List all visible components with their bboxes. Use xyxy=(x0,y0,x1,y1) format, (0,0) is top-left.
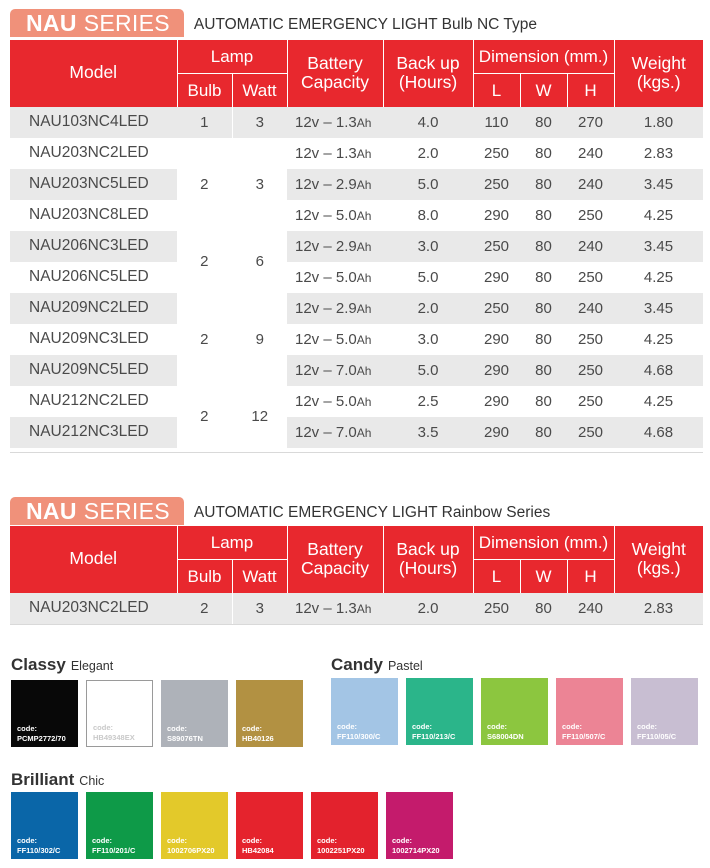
header-w: W xyxy=(520,74,567,107)
swatch-group-name: Brilliant xyxy=(11,770,75,789)
swatch-code: PCMP2772/70 xyxy=(17,733,66,743)
cell-watt: 12 xyxy=(232,386,287,448)
cell-backup: 8.0 xyxy=(383,200,473,231)
cell-battery xyxy=(287,262,383,293)
cell-weight: 3.45 xyxy=(614,231,703,262)
spec-table-1 xyxy=(10,39,703,448)
cell-backup: 2.0 xyxy=(383,593,473,624)
series-tag-rest: SERIES xyxy=(83,9,170,36)
series-subtitle: AUTOMATIC EMERGENCY LIGHT Rainbow Series xyxy=(193,504,551,521)
spec-table-2 xyxy=(10,525,703,624)
cell-model: NAU212NC2LED xyxy=(10,386,177,417)
swatch-group-classy-title xyxy=(11,655,113,675)
swatch-code: FF110/213/C xyxy=(412,731,456,741)
cell-model: NAU203NC2LED xyxy=(10,138,177,169)
table-row xyxy=(10,417,703,448)
battery-unit: Ah xyxy=(356,239,372,254)
color-swatch xyxy=(11,680,78,747)
battery-value: 12v – 2.9 xyxy=(295,299,357,317)
cell-width: 80 xyxy=(520,417,567,448)
battery-unit: Ah xyxy=(356,208,372,223)
cell-model: NAU209NC3LED xyxy=(10,324,177,355)
table-row xyxy=(10,200,703,231)
swatch-group-candy-title xyxy=(331,655,423,675)
cell-width: 80 xyxy=(520,262,567,293)
cell-model: NAU206NC5LED xyxy=(10,262,177,293)
header-weight-line1: Weight xyxy=(631,52,686,73)
cell-weight: 4.68 xyxy=(614,355,703,386)
swatch-code: FF110/302/C xyxy=(17,845,61,855)
battery-value: 12v – 5.0 xyxy=(295,392,357,410)
cell-width: 80 xyxy=(520,593,567,624)
cell-weight: 4.25 xyxy=(614,200,703,231)
cell-weight: 4.25 xyxy=(614,324,703,355)
swatch-code: 1002251PX20 xyxy=(317,845,365,855)
cell-weight: 2.83 xyxy=(614,138,703,169)
cell-length: 250 xyxy=(473,293,520,324)
battery-value: 12v – 5.0 xyxy=(295,268,357,286)
swatch-code: 1002706PX20 xyxy=(167,845,215,855)
cell-battery xyxy=(287,138,383,169)
color-swatch xyxy=(161,680,228,747)
swatch-code: FF110/05/C xyxy=(637,731,677,741)
color-swatch xyxy=(481,678,548,745)
cell-backup: 2.5 xyxy=(383,386,473,417)
cell-backup: 3.5 xyxy=(383,417,473,448)
cell-bulb: 2 xyxy=(177,593,232,624)
swatch-group-name: Candy xyxy=(331,655,383,674)
header-backup xyxy=(383,526,473,593)
color-swatch xyxy=(556,678,623,745)
cell-height: 240 xyxy=(567,169,614,200)
color-swatch xyxy=(386,792,453,859)
header-backup-line2: (Hours) xyxy=(398,72,458,93)
cell-watt: 3 xyxy=(232,138,287,231)
cell-length: 290 xyxy=(473,355,520,386)
cell-height: 240 xyxy=(567,138,614,169)
cell-height: 270 xyxy=(567,107,614,138)
cell-bulb: 2 xyxy=(177,138,232,231)
header-battery-line2: Capacity xyxy=(300,72,370,93)
color-swatch xyxy=(86,792,153,859)
battery-unit: Ah xyxy=(356,332,372,347)
cell-model: NAU209NC2LED xyxy=(10,293,177,324)
header-weight xyxy=(614,40,703,107)
cell-length: 290 xyxy=(473,262,520,293)
cell-battery xyxy=(287,593,383,624)
cell-width: 80 xyxy=(520,355,567,386)
series-tag-rest: SERIES xyxy=(83,497,170,524)
header-bulb: Bulb xyxy=(177,560,232,593)
table-row xyxy=(10,324,703,355)
cell-battery xyxy=(287,231,383,262)
cell-backup: 4.0 xyxy=(383,107,473,138)
cell-backup: 2.0 xyxy=(383,138,473,169)
cell-watt: 3 xyxy=(232,107,287,138)
series-heading-2 xyxy=(10,497,550,525)
cell-length: 250 xyxy=(473,231,520,262)
color-swatch xyxy=(331,678,398,745)
cell-height: 250 xyxy=(567,355,614,386)
cell-width: 80 xyxy=(520,200,567,231)
swatch-code-label: code: xyxy=(167,836,188,846)
header-l: L xyxy=(473,560,520,593)
table-row xyxy=(10,138,703,169)
battery-unit: Ah xyxy=(356,363,372,378)
cell-backup: 5.0 xyxy=(383,355,473,386)
battery-value: 12v – 2.9 xyxy=(295,175,357,193)
header-weight-line1: Weight xyxy=(631,538,686,559)
series-tag xyxy=(10,9,184,37)
battery-unit: Ah xyxy=(356,146,372,161)
swatch-code: S89076TN xyxy=(167,733,203,743)
cell-model: NAU103NC4LED xyxy=(10,107,177,138)
battery-value: 12v – 5.0 xyxy=(295,206,357,224)
cell-battery xyxy=(287,324,383,355)
cell-height: 250 xyxy=(567,324,614,355)
header-weight-line2: (kgs.) xyxy=(636,558,681,579)
header-w: W xyxy=(520,560,567,593)
swatch-code: FF110/507/C xyxy=(562,731,606,741)
table-row xyxy=(10,355,703,386)
cell-battery xyxy=(287,200,383,231)
cell-weight: 3.45 xyxy=(614,293,703,324)
cell-width: 80 xyxy=(520,107,567,138)
swatch-code-label: code: xyxy=(337,722,358,732)
battery-value: 12v – 7.0 xyxy=(295,423,357,441)
battery-value: 12v – 1.3 xyxy=(295,144,357,162)
cell-width: 80 xyxy=(520,138,567,169)
color-swatch xyxy=(236,680,303,747)
battery-unit: Ah xyxy=(356,601,372,616)
series-subtitle: AUTOMATIC EMERGENCY LIGHT Bulb NC Type xyxy=(193,16,538,33)
cell-weight: 1.80 xyxy=(614,107,703,138)
series-tag xyxy=(10,497,184,525)
color-swatch xyxy=(406,678,473,745)
cell-watt: 6 xyxy=(232,231,287,293)
cell-backup: 5.0 xyxy=(383,169,473,200)
cell-weight: 4.25 xyxy=(614,262,703,293)
cell-backup: 3.0 xyxy=(383,231,473,262)
battery-unit: Ah xyxy=(356,394,372,409)
cell-height: 250 xyxy=(567,262,614,293)
swatch-code-label: code: xyxy=(17,724,38,734)
cell-weight: 3.45 xyxy=(614,169,703,200)
header-backup-line2: (Hours) xyxy=(398,558,458,579)
cell-length: 250 xyxy=(473,169,520,200)
battery-value: 12v – 2.9 xyxy=(295,237,357,255)
swatch-group-name: Classy xyxy=(11,655,66,674)
header-h: H xyxy=(567,74,614,107)
swatch-code: FF110/201/C xyxy=(92,845,136,855)
color-swatch xyxy=(11,792,78,859)
header-battery xyxy=(287,40,383,107)
cell-model: NAU203NC2LED xyxy=(10,593,177,624)
battery-unit: Ah xyxy=(356,115,372,130)
battery-unit: Ah xyxy=(356,177,372,192)
color-swatch xyxy=(631,678,698,745)
cell-length: 290 xyxy=(473,417,520,448)
swatch-code-label: code: xyxy=(317,836,338,846)
cell-battery xyxy=(287,355,383,386)
cell-height: 250 xyxy=(567,386,614,417)
color-swatch xyxy=(161,792,228,859)
swatch-code: HB40126 xyxy=(242,733,274,743)
header-backup-line1: Back up xyxy=(396,52,460,73)
header-battery-line1: Battery xyxy=(307,538,363,559)
cell-weight: 4.25 xyxy=(614,386,703,417)
swatch-group-brilliant-title xyxy=(11,770,104,790)
cell-width: 80 xyxy=(520,231,567,262)
cell-battery xyxy=(287,293,383,324)
header-bulb: Bulb xyxy=(177,74,232,107)
cell-height: 250 xyxy=(567,200,614,231)
cell-width: 80 xyxy=(520,386,567,417)
battery-value: 12v – 5.0 xyxy=(295,330,357,348)
battery-value: 12v – 7.0 xyxy=(295,361,357,379)
cell-bulb: 2 xyxy=(177,293,232,386)
swatch-code: HB49348EX xyxy=(93,732,135,742)
cell-length: 250 xyxy=(473,593,520,624)
cell-battery xyxy=(287,169,383,200)
series-heading-1 xyxy=(10,9,537,37)
header-model: Model xyxy=(10,526,177,593)
swatch-code: S68004DN xyxy=(487,731,524,741)
header-lamp: Lamp xyxy=(177,526,287,560)
header-weight xyxy=(614,526,703,593)
table-row xyxy=(10,293,703,324)
cell-model: NAU203NC8LED xyxy=(10,200,177,231)
swatch-code-label: code: xyxy=(242,836,263,846)
color-swatch xyxy=(236,792,303,859)
cell-height: 240 xyxy=(567,293,614,324)
header-backup xyxy=(383,40,473,107)
cell-battery xyxy=(287,417,383,448)
table-row xyxy=(10,386,703,417)
swatch-code: HB42084 xyxy=(242,845,274,855)
swatch-group-sub: Chic xyxy=(79,774,105,788)
swatch-group-sub: Pastel xyxy=(387,659,423,673)
cell-watt: 9 xyxy=(232,293,287,386)
cell-backup: 2.0 xyxy=(383,293,473,324)
table-row xyxy=(10,231,703,262)
swatch-code-label: code: xyxy=(487,722,508,732)
battery-value: 12v – 1.3 xyxy=(295,599,357,617)
header-battery xyxy=(287,526,383,593)
table-row xyxy=(10,593,703,624)
battery-unit: Ah xyxy=(356,301,372,316)
header-battery-line2: Capacity xyxy=(300,558,370,579)
header-weight-line2: (kgs.) xyxy=(636,72,681,93)
cell-height: 240 xyxy=(567,231,614,262)
cell-backup: 3.0 xyxy=(383,324,473,355)
swatch-code-label: code: xyxy=(562,722,583,732)
cell-model: NAU206NC3LED xyxy=(10,231,177,262)
swatch-code-label: code: xyxy=(93,723,114,733)
swatch-code-label: code: xyxy=(167,724,188,734)
swatch-code-label: code: xyxy=(637,722,658,732)
swatch-code: FF110/300/C xyxy=(337,731,381,741)
header-dimension: Dimension (mm.) xyxy=(473,526,614,560)
table-1-bottom-rule xyxy=(10,452,703,453)
cell-bulb: 1 xyxy=(177,107,232,138)
header-watt: Watt xyxy=(232,560,287,593)
battery-value: 12v – 1.3 xyxy=(295,113,357,131)
header-lamp: Lamp xyxy=(177,40,287,74)
swatch-group-sub: Elegant xyxy=(70,659,114,673)
cell-length: 290 xyxy=(473,324,520,355)
cell-model: NAU209NC5LED xyxy=(10,355,177,386)
swatch-code-label: code: xyxy=(242,724,263,734)
header-watt: Watt xyxy=(232,74,287,107)
cell-model: NAU212NC3LED xyxy=(10,417,177,448)
swatch-code: 1002714PX20 xyxy=(392,845,440,855)
cell-watt: 3 xyxy=(232,593,287,624)
table-2-bottom-rule xyxy=(10,624,703,625)
series-tag-bold: NAU xyxy=(26,497,77,524)
cell-backup: 5.0 xyxy=(383,262,473,293)
table-row xyxy=(10,169,703,200)
cell-weight: 4.68 xyxy=(614,417,703,448)
table-row xyxy=(10,262,703,293)
cell-model: NAU203NC5LED xyxy=(10,169,177,200)
header-backup-line1: Back up xyxy=(396,538,460,559)
table-row xyxy=(10,107,703,138)
header-h: H xyxy=(567,560,614,593)
header-dimension: Dimension (mm.) xyxy=(473,40,614,74)
color-swatch xyxy=(86,680,153,747)
swatch-code-label: code: xyxy=(92,836,113,846)
cell-length: 290 xyxy=(473,386,520,417)
battery-unit: Ah xyxy=(356,425,372,440)
cell-height: 240 xyxy=(567,593,614,624)
swatch-code-label: code: xyxy=(392,836,413,846)
cell-bulb: 2 xyxy=(177,386,232,448)
color-swatch xyxy=(311,792,378,859)
series-tag-bold: NAU xyxy=(26,9,77,36)
cell-width: 80 xyxy=(520,324,567,355)
cell-bulb: 2 xyxy=(177,231,232,293)
swatch-code-label: code: xyxy=(17,836,38,846)
cell-height: 250 xyxy=(567,417,614,448)
cell-battery xyxy=(287,107,383,138)
cell-length: 110 xyxy=(473,107,520,138)
cell-length: 290 xyxy=(473,200,520,231)
cell-length: 250 xyxy=(473,138,520,169)
cell-weight: 2.83 xyxy=(614,593,703,624)
cell-width: 80 xyxy=(520,169,567,200)
cell-width: 80 xyxy=(520,293,567,324)
swatch-code-label: code: xyxy=(412,722,433,732)
header-battery-line1: Battery xyxy=(307,52,363,73)
cell-battery xyxy=(287,386,383,417)
header-model: Model xyxy=(10,40,177,107)
header-l: L xyxy=(473,74,520,107)
battery-unit: Ah xyxy=(356,270,372,285)
